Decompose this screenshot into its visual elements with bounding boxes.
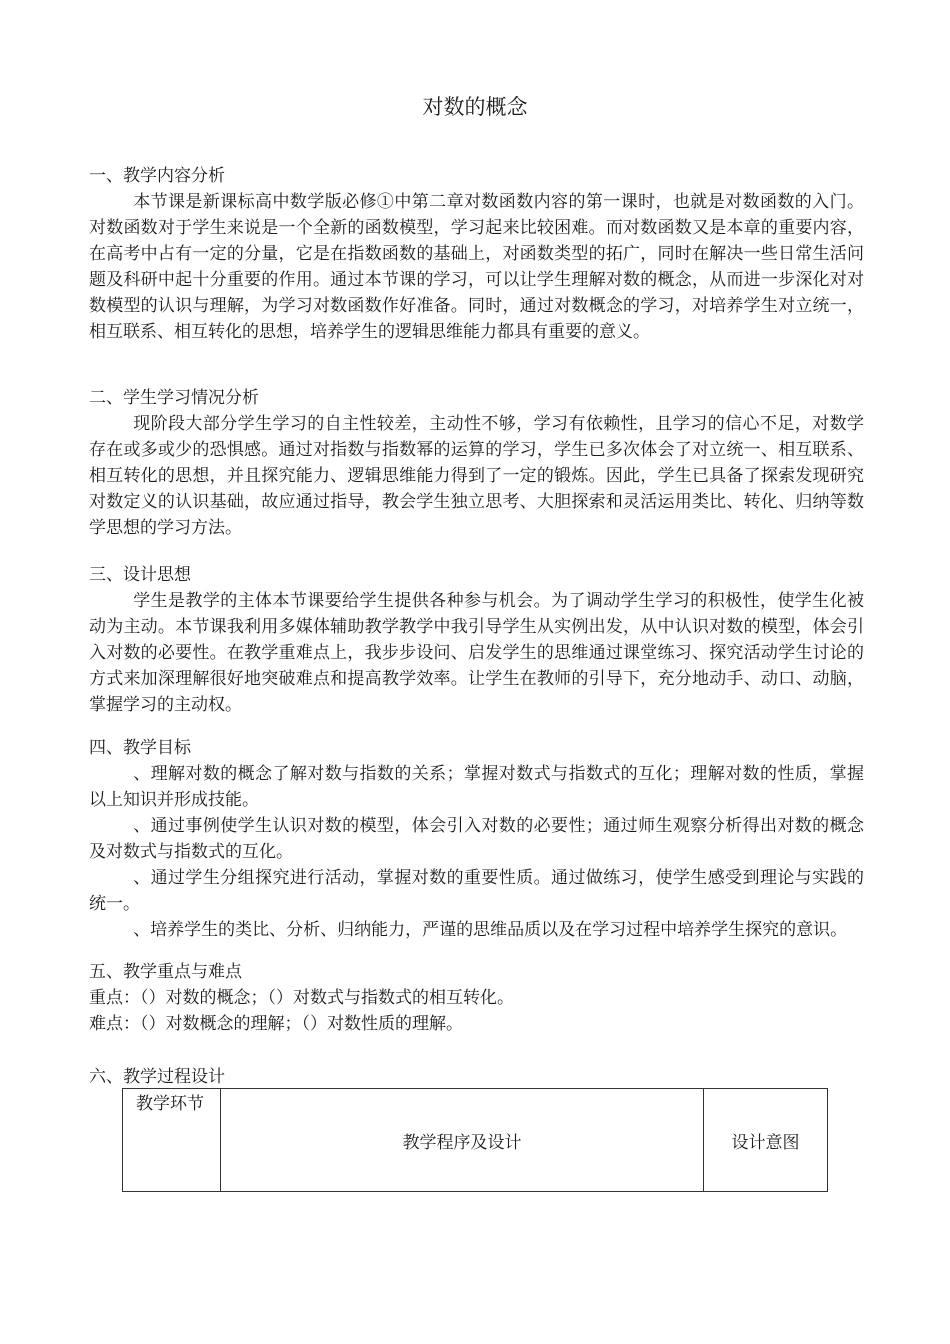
document-title: 对数的概念: [422, 95, 528, 119]
goal-item: 、通过学生分组探究进行活动，掌握对数的重要性质。通过做练习，使学生感受到理论与实践的统一。: [89, 868, 864, 914]
section-heading: 一、教学内容分析: [89, 166, 225, 186]
section-paragraph: 现阶段大部分学生学习的自主性较差，主动性不够，学习有依赖性，且学习的信心不足，对数学存在或多或少的恐惧感。通过对指数与指数幂的运算的学习，学生已多次体会了对立统一、相互联系、相互转化的思想，并且探究能力、逻辑思维能力得到了一定的锻炼。因此，学生已具备了探索发现研究对数定义的认识基础，故应通过指导，教会学生独立思考、大胆探索和灵活运用类比、转化、归纳等数学思想的学习方法。: [89, 414, 864, 538]
section-heading: 三、设计思想: [89, 565, 191, 585]
section-heading: 五、教学重点与难点: [89, 962, 242, 982]
section-heading: 四、教学目标: [89, 738, 191, 758]
section-key-points: [89, 959, 864, 1037]
difficult-point-line: 难点：（）对数概念的理解；（）对数性质的理解。: [89, 1014, 463, 1034]
header-cell-procedure: 教学程序及设计: [221, 1089, 704, 1192]
section-teaching-goals: [89, 735, 864, 943]
header-cell-intent: 设计意图: [704, 1089, 828, 1192]
section-heading: 二、学生学习情况分析: [89, 388, 259, 408]
goal-item: 、培养学生的类比、分析、归纳能力，严谨的思维品质以及在学习过程中培养学生探究的意识。: [133, 920, 848, 940]
goal-item: 、通过事例使学生认识对数的模型，体会引入对数的必要性；通过师生观察分析得出对数的概念及对数式与指数式的互化。: [89, 816, 864, 862]
goal-item: 、理解对数的概念了解对数与指数的关系；掌握对数式与指数式的互化；理解对数的性质，掌握以上知识并形成技能。: [89, 764, 864, 810]
section-paragraph: 学生是教学的主体本节课要给学生提供各种参与机会。为了调动学生学习的积极性，使学生化被动为主动。本节课我利用多媒体辅助教学教学中我引导学生从实例出发，从中认识对数的模型，体会引入对数的必要性。在教学重难点上，我步步设问、启发学生的思维通过课堂练习、探究活动学生讨论的方式来加深理解很好地突破难点和提高教学效率。让学生在教师的引导下，充分地动手、动口、动脑，掌握学习的主动权。: [89, 591, 864, 715]
section-process-design: [89, 1064, 864, 1090]
section-design-thinking: [89, 562, 864, 718]
process-table: [122, 1088, 828, 1192]
section-student-analysis: [89, 385, 864, 541]
section-content-analysis: [89, 163, 864, 345]
section-heading: 六、教学过程设计: [89, 1067, 225, 1087]
table-header-row: [123, 1089, 828, 1192]
header-cell-stage: 教学环节: [123, 1089, 221, 1192]
key-point-line: 重点：（）对数的概念；（）对数式与指数式的相互转化。: [89, 988, 514, 1008]
section-paragraph: 本节课是新课标高中数学版必修①中第二章对数函数内容的第一课时，也就是对数函数的入门。对数函数对于学生来说是一个全新的函数模型，学习起来比较困难。而对数函数又是本章的重要内容，在高考中占有一定的分量，它是在指数函数的基础上，对函数类型的拓广，同时在解决一些日常生活问题及科研中起十分重要的作用。通过本节课的学习，可以让学生理解对数的概念，从而进一步深化对对数模型的认识与理解，为学习对数函数作好准备。同时，通过对数概念的学习，对培养学生对立统一，相互联系、相互转化的思想，培养学生的逻辑思维能力都具有重要的意义。: [89, 192, 864, 342]
